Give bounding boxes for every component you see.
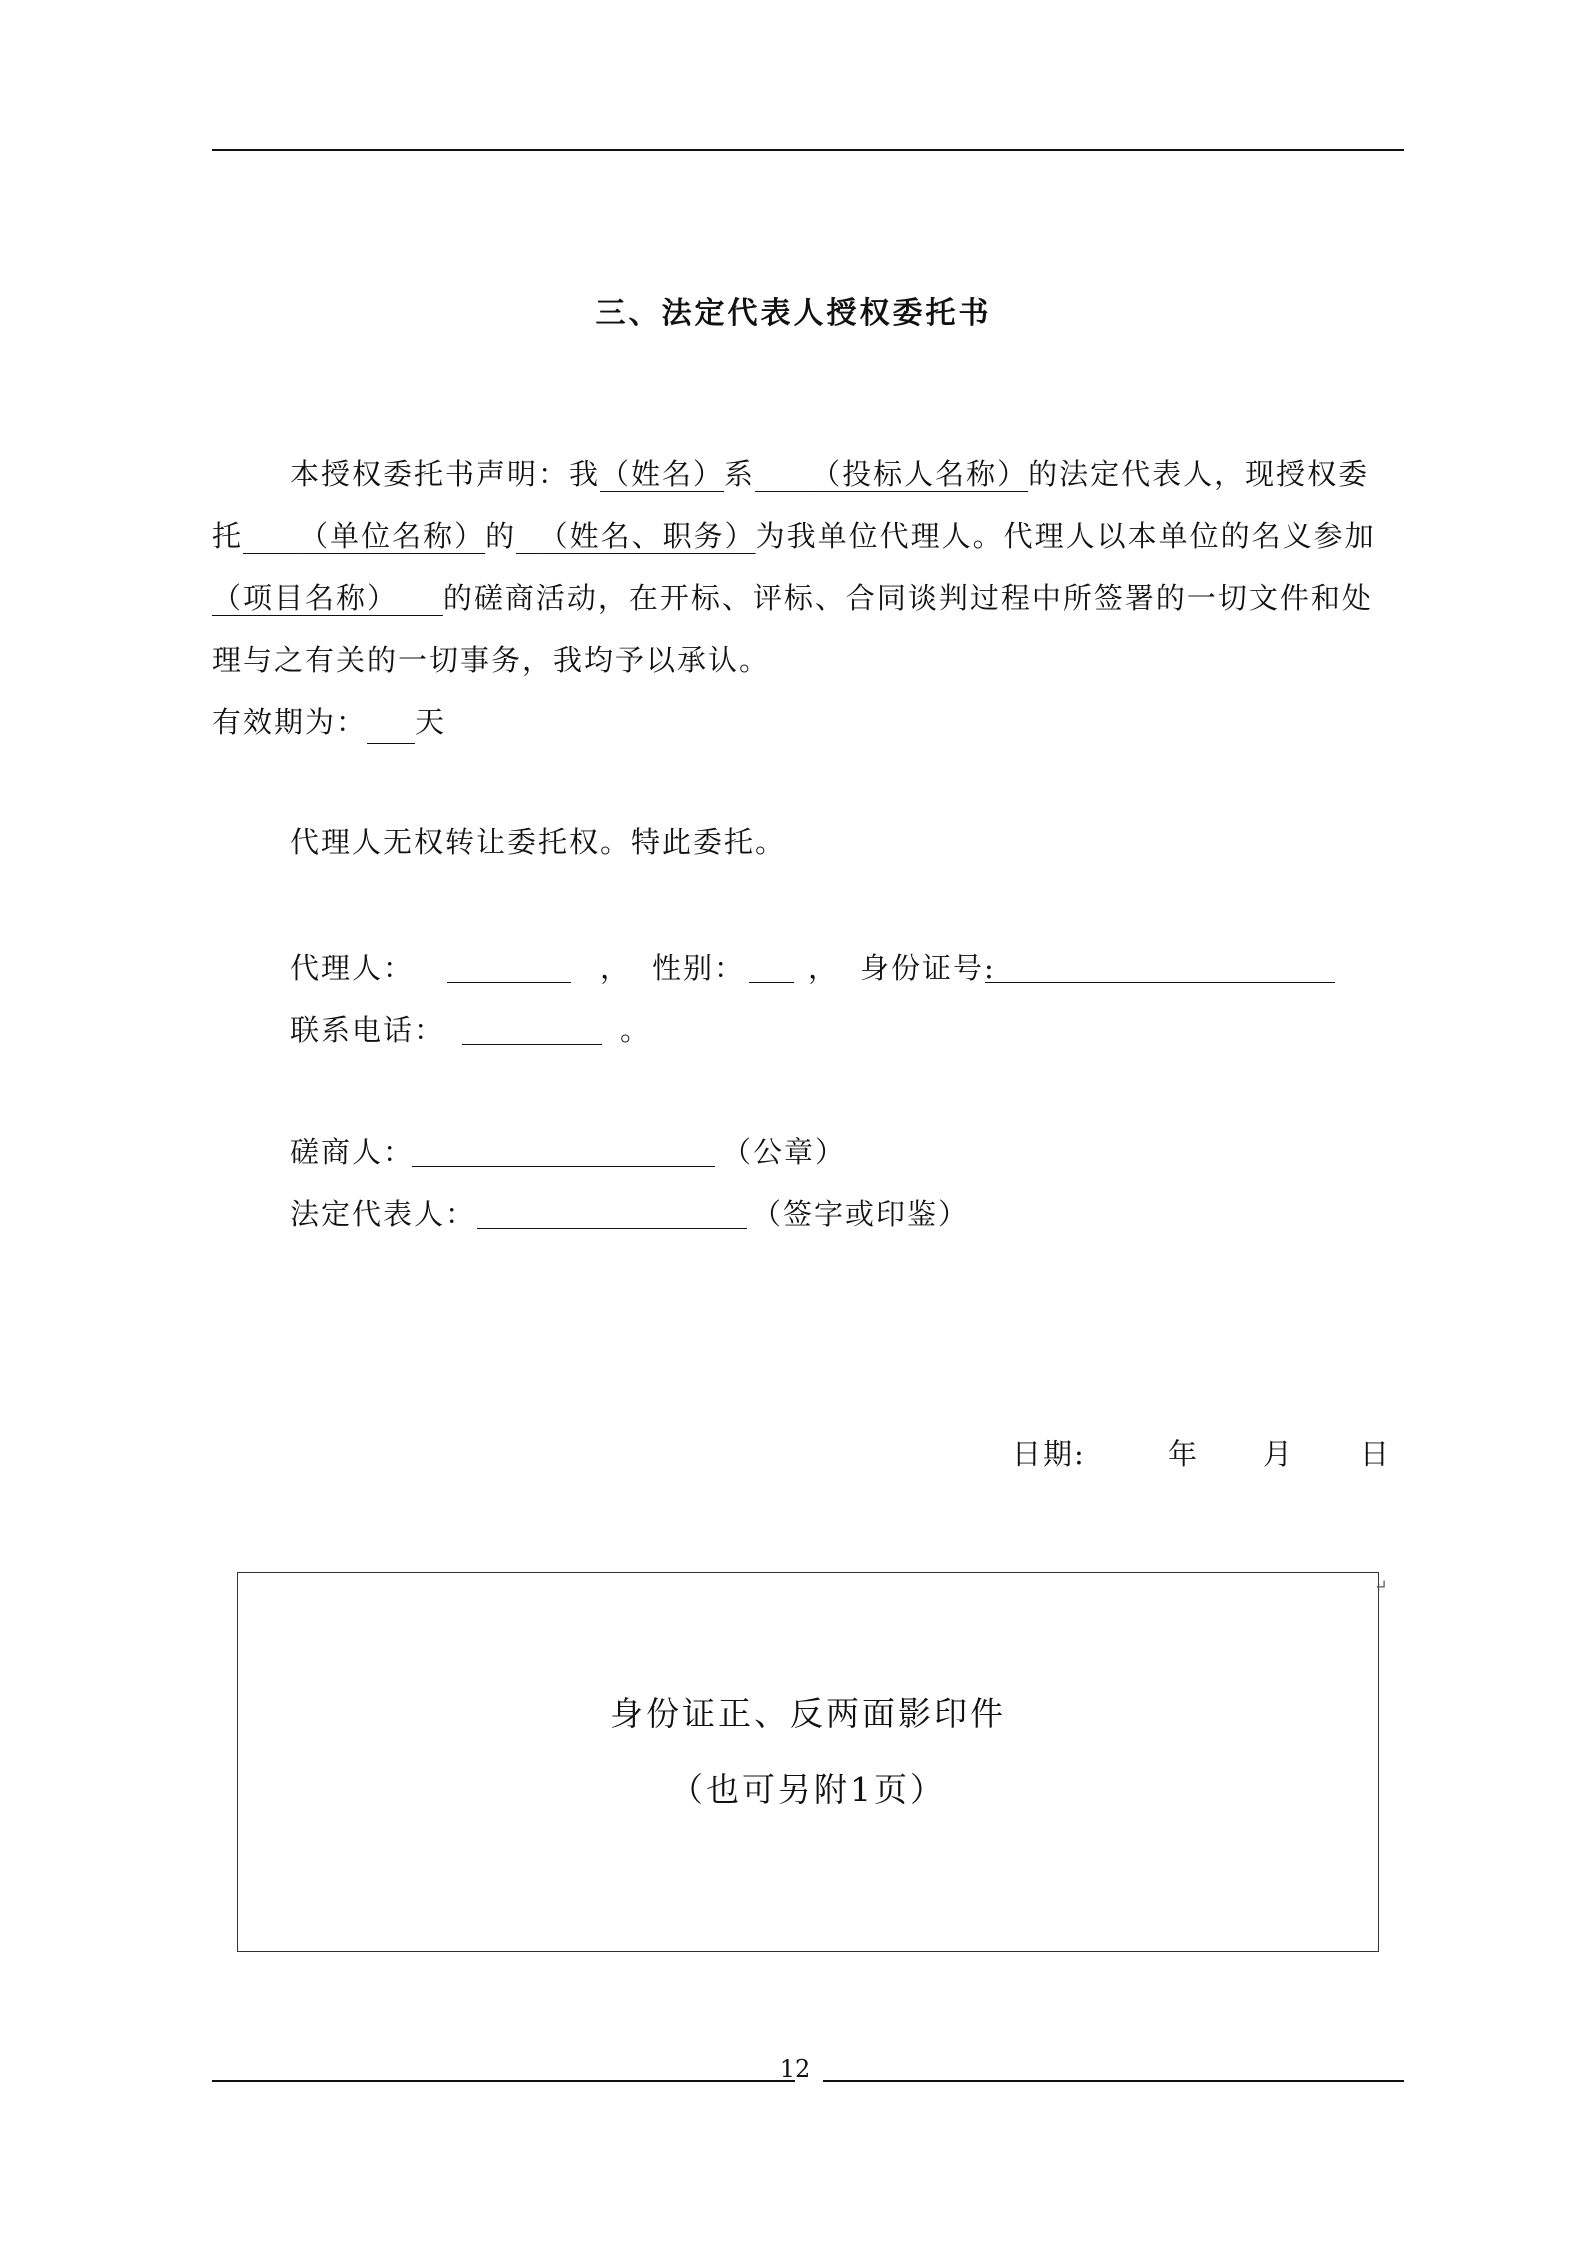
statement-text: 为我单位代理人。代理人以本单位的名义参加 [755,519,1376,553]
gender-label: 性别： [652,951,746,985]
legal-rep-blank[interactable] [477,1194,747,1229]
statement-text: 的磋商活动，在开标、评标、合同谈判过程中所签署的一切文件和处 [442,581,1373,615]
phone-label: 联系电话： [290,1013,446,1047]
name-placeholder: （姓名） [600,457,725,491]
statement-text: 的 [485,519,517,553]
date-month: 月 [1263,1437,1295,1471]
statement-text: 的法定代表人，现授权委 [1028,457,1370,491]
page-number: 12 [779,2055,811,2083]
agent-label: 代理人： [290,951,415,985]
validity-days-blank[interactable] [367,709,415,744]
statement-line-3 [212,576,1373,620]
project-name-placeholder: （项目名称） [212,581,399,615]
statement-text: 系 [724,457,756,491]
footer-rule-right [823,2080,1404,2082]
date-label: 日期: [1012,1437,1086,1471]
gender-blank[interactable] [749,948,794,983]
name-position-placeholder: （姓名、职务） [538,519,756,553]
validity-unit: 天 [415,705,447,739]
no-transfer-statement: 代理人无权转让委托权。特此委托。 [290,825,787,859]
id-number-label: 身份证号: [860,951,996,985]
header-rule [212,149,1404,151]
unit-name-placeholder: （单位名称） [299,519,486,553]
phone-period: 。 [620,1013,652,1047]
id-number-blank[interactable] [985,948,1335,983]
statement-line-4 [212,638,770,682]
page-title: 三、法定代表人授权委托书 [595,296,992,331]
negotiator-label: 磋商人： [290,1135,415,1169]
validity-label: 有效期为： [212,705,368,739]
negotiator-blank[interactable] [412,1132,715,1167]
phone-blank[interactable] [462,1010,602,1045]
validity-line [212,700,446,744]
negotiator-seal-note: （公章） [722,1135,847,1169]
statement-text: 理与之有关的一切事务，我均予以承认。 [212,643,771,677]
paragraph-mark: ↵ [1374,1576,1388,1595]
agent-name-blank[interactable] [447,948,571,983]
statement-line-2 [212,514,1376,558]
id-copy-note: （也可另附1页） [670,1770,946,1809]
statement-text: 本授权委托书声明：我 [290,457,601,491]
id-copy-box [237,1572,1379,1952]
footer-rule-left [212,2080,795,2082]
date-day: 日 [1360,1437,1392,1471]
id-copy-instruction: 身份证正、反两面影印件 [610,1694,1006,1733]
agent-comma: ， [600,951,632,985]
legal-rep-label: 法定代表人： [290,1197,477,1231]
statement-text: 托 [212,519,244,553]
statement-line-1 [290,452,1369,496]
gender-comma: ， [808,951,840,985]
date-year: 年 [1168,1437,1200,1471]
legal-rep-signature-note: （签字或印鉴） [752,1197,970,1231]
bidder-name-placeholder: （投标人名称） [811,457,1029,491]
